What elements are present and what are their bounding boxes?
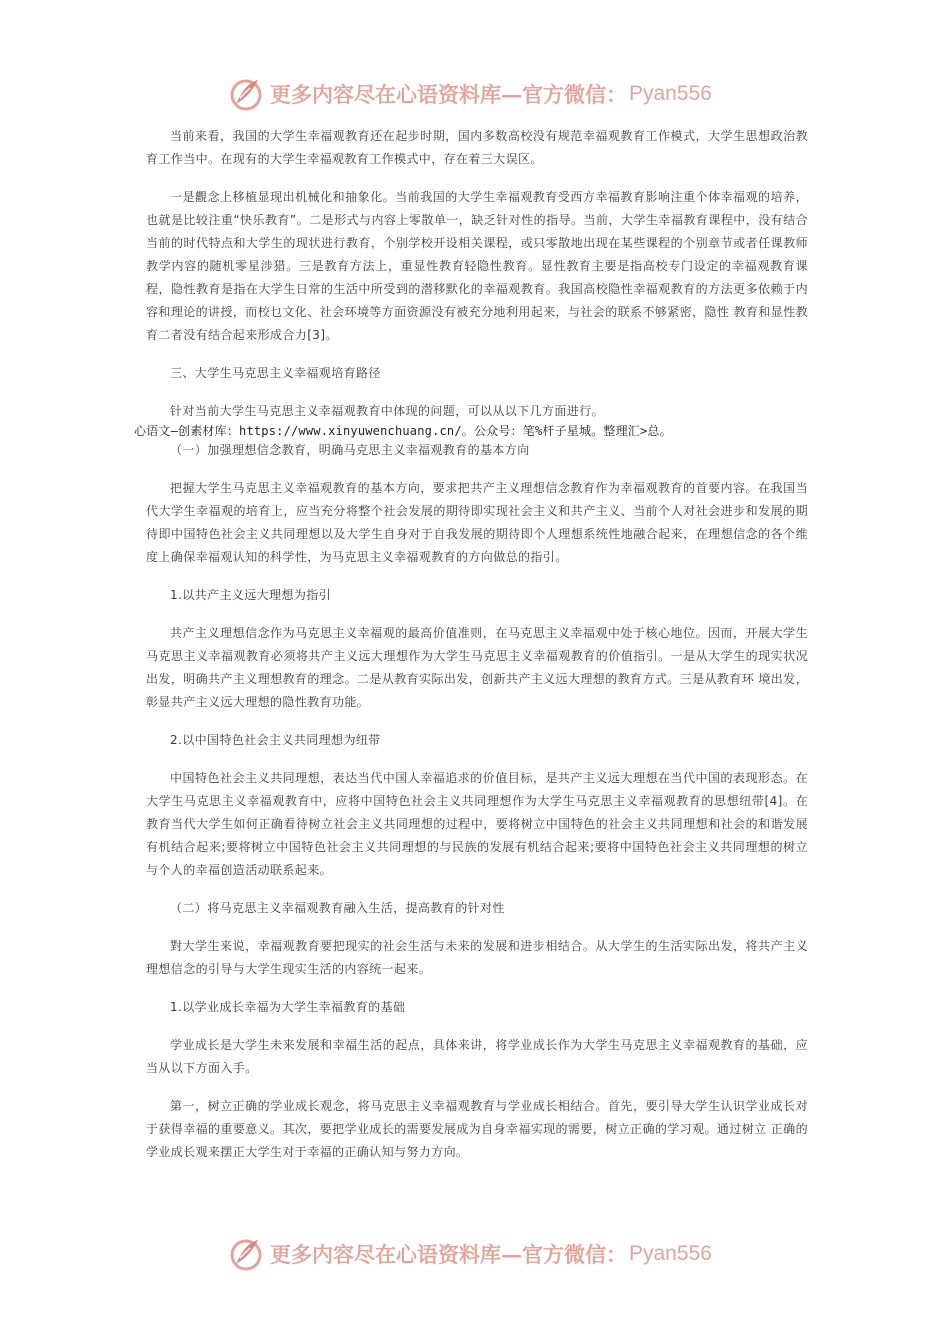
banner-text: 更多内容尽在心语资料库—官方微信： <box>270 1242 627 1267</box>
logo-icon <box>226 74 266 114</box>
paragraph: 第一，树立正确的学业成长观念，将马克思主义幸福观教育与学业成长相结合。首先，要引导大学生认识学业成长对于获得幸福的重要意义。其次，要把学业成长的需要发展成为自身幸福实现的需要，树立正确的学习观。通过树立 正确的学业成长观来摆正大学生对于幸福的正确认知与努力方向。 <box>146 1099 808 1159</box>
point-heading: 1.以共产主义远大理想为指引 <box>170 588 332 602</box>
document-body <box>134 125 808 1179</box>
logo-icon <box>226 1234 266 1274</box>
paragraph: 一是觀念上移植显现出机械化和抽象化。当前我国的大学生幸福观教育受西方幸福教育影响注重个体幸福观的培养，也就是比较注重“快乐教育”。二是形式与内容上零散单一，缺乏针对性的指导。当前，大学生幸福教育课程中，没有结合当前的时代特点和大学生的现状进行教育，个别学校开设相关课程，或只零散地出现在某些课程的个别章节或者任课教师教学内容的随机零星涉猎。三是教育方法上，重显性教育轻隐性教育。显性教育主要是指高校专门设定的幸福观教育课程，隐性教育是指在大学生日常的生活中所受到的潜移默化的幸福观教育。我国高校隐性幸福观教育的方法更多依赖于内容和理论的讲授，而校乜文化、社会环境等方面资源没有被充分地利用起来，与社会的联系不够紧密，隐性 教育和显性教育二者没有结合起来形成合力[3]。 <box>146 190 808 342</box>
source-note: 心语文—创素材库：https://www.xinyuwenchuang.cn/。公众号：笔%杆子星城。整理汇>总。 <box>134 424 672 438</box>
banner-wechat-id: Pyan556 <box>629 1242 712 1265</box>
banner-text: 更多内容尽在心语资料库—官方微信： <box>270 82 627 107</box>
paragraph: 對大学生来说，幸福观教育要把现实的社会生活与未来的发展和进步相结合。从大学生的生活实际出发，将共产主义理想信念的引导与大学生现实生活的内容统一起来。 <box>146 939 808 976</box>
point-heading: 2.以中国特色社会主义共同理想为纽带 <box>170 733 381 747</box>
paragraph: 学业成长是大学生未来发展和幸福生活的起点，具体来讲，将学业成长作为大学生马克思主义幸福观教育的基础，应当从以下方面入手。 <box>146 1038 808 1075</box>
paragraph: 针对当前大学生马克思主义幸福观教育中体现的问题，可以从以下几方面进行。 <box>170 404 605 418</box>
subsection-heading: （一）加强理想信念教育，明确马克思主义幸福观教育的基本方向 <box>170 443 530 457</box>
header-banner <box>226 72 746 116</box>
paragraph: 把握大学生马克思主义幸福观教育的基本方向，要求把共产主义理想信念教育作为幸福观教育的首要内容。在我国当代大学生幸福观的培育上，应当充分将整个社会发展的期待即实现社会主义和共产主义、当前个人对社会进步和发展的期待即中国特色社会主义共同理想以及大学生自身对于自我发展的期待即个人理想系统性地融合起来，在理想信念的各个维度上确保幸福观认知的科学性，为马克思主义幸福观教育的方向做总的指引。 <box>146 481 808 564</box>
footer-banner <box>226 1232 746 1276</box>
point-heading: 1.以学业成长幸福为大学生幸福教育的基础 <box>170 1000 406 1014</box>
paragraph: 当前来看，我国的大学生幸福观教育还在起步时期，国内多数高校没有规范幸福观教育工作模式，大学生思想政治教育工作当中。在现有的大学生幸福观教育工作模式中，存在着三大误区。 <box>146 129 808 166</box>
paragraph: 共产主义理想信念作为马克思主义幸福观的最高价值准则，在马克思主义幸福观中处于核心地位。因而，开展大学生马克思主义幸福观教育必须将共产主义远大理想作为大学生马克思主义幸福观教育的价值指引。一是从大学生的现实状况出发，明确共产主义理想教育的理念。二是从教育实际出发，创新共产主义远大理想的教育方式。三是从教育环 境出发，彰显共产主义远大理想的隐性教育功能。 <box>146 626 808 709</box>
paragraph: 中国特色社会主义共同理想，表达当代中国人幸福追求的价值目标，是共产主义远大理想在当代中国的表现形态。在大学生马克思主义幸福观教育中，应将中国特色社会主义共同理想作为大学生马克思主义幸福观教育的思想纽带[4]。在教育当代大学生如何正确看待树立社会主义共同理想的过程中，要将树立中国特色的社会主义共同理想和社会的和谐发展有机结合起来;要将树立中国特色社会主义共同理想的与民族的发展有机结合起来;要将中国特色社会主义共同理想的树立与个人的幸福创造活动联系起来。 <box>146 771 808 877</box>
banner-wechat-id: Pyan556 <box>629 82 712 105</box>
section-heading: 三、大学生马克思主义幸福观培育路径 <box>170 366 381 380</box>
subsection-heading: （二）将马克思主义幸福观教育融入生活，提高教育的针对性 <box>170 901 505 915</box>
